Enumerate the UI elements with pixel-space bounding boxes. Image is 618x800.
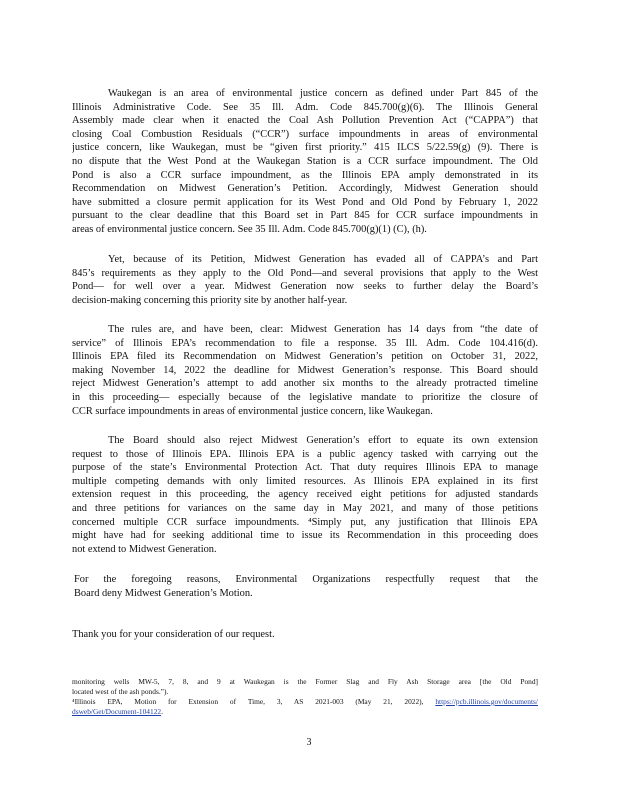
text-line: have submitted a closure permit application for its West Pond and Old Pond by February 1, 2022 xyxy=(72,196,538,208)
text-line: Illinois EPA filed its Recommendation on Midwest Generation’s petition on October 31, 2022, xyxy=(72,351,538,363)
text-line: no dispute that the West Pond at the Waukegan Station is a CCR surface impoundment. The Old xyxy=(72,155,538,167)
text-line: multiple competing demands with only limited resources. As Illinois EPA explained in its first xyxy=(72,475,538,487)
text-line: Recommendation on Midwest Generation’s Petition. Accordingly, Midwest Generation should xyxy=(72,183,538,195)
paragraph-3 xyxy=(72,323,538,418)
text-line: might have had for seeking additional time to issue its Recommendation in this proceeding does xyxy=(72,530,538,542)
text-line: CCR surface impoundments in areas of environmental justice concern, like Waukegan. xyxy=(72,405,433,417)
text-line: 845’s requirements as they apply to the Old Pond—and several provisions that apply to the West xyxy=(72,267,538,279)
text-line: decision-making concerning this priority site by another half-year. xyxy=(72,294,348,306)
footnote-4-link-cont[interactable]: dsweb/Get/Document-104122 xyxy=(72,707,162,716)
text-line: reject Midwest Generation’s attempt to add another six months to the already protracted timeline xyxy=(72,378,538,390)
text-line: extension request in this proceeding, the agency received eight petitions for adjusted standards xyxy=(72,489,538,501)
text-line: closing Coal Combustion Residuals (“CCR”) surface impoundments in areas of environmental xyxy=(72,128,538,140)
footnote-4-line xyxy=(72,697,538,707)
text-line: not extend to Midwest Generation. xyxy=(72,543,217,555)
text-line: Illinois Administrative Code. See 35 Ill. Adm. Code 845.700(g)(6). The Illinois General xyxy=(72,101,538,113)
footnote-4-line-2 xyxy=(72,707,538,717)
text-line: and three petitions for variances on the same day in May 2021, and many of those petitions xyxy=(72,502,538,514)
footnote-line: located west of the ash ponds.”). xyxy=(72,687,169,696)
text-line: For the foregoing reasons, Environmental Organizations respectfully request that the xyxy=(74,574,538,585)
paragraph-1 xyxy=(72,87,538,237)
text-line: Pond is also a CCR surface impoundment, as the Illinois EPA amply demonstrated in its xyxy=(72,169,538,181)
text-line: Yet, because of its Petition, Midwest Generation has evaded all of CAPPA’s and Part xyxy=(108,254,538,265)
text-line: The rules are, and have been, clear: Midwest Generation has 14 days from “the date of xyxy=(108,324,538,335)
footnotes xyxy=(72,677,538,717)
text-line: in this proceeding— especially because of the legislative mandate to prioritize the closure of xyxy=(72,391,538,403)
footnote-4-link[interactable]: https://pcb.illinois.gov/documents/ xyxy=(435,697,538,706)
text-line: The Board should also reject Midwest Generation’s effort to equate its own extension xyxy=(108,435,538,446)
text-line: Waukegan is an area of environmental justice concern as defined under Part 845 of the xyxy=(108,88,538,99)
paragraph-5 xyxy=(72,573,538,600)
footnote-4-tail: . xyxy=(161,707,163,716)
closing-line xyxy=(72,628,538,642)
text-line: Thank you for your consideration of our request. xyxy=(72,629,275,640)
text-line: pursuant to the clear deadline that this Board set in Part 845 for CCR surface impoundments in xyxy=(72,210,538,222)
footnote-line: monitoring wells MW-5, 7, 8, and 9 at Waukegan is the Former Slag and Fly Ash Storage area [the Old Pond] xyxy=(72,677,538,686)
page-number: 3 xyxy=(306,737,312,748)
text-line: request to those of Illinois EPA. Illinois EPA is a public agency tasked with carrying out the xyxy=(72,448,538,460)
text-line: Board deny Midwest Generation’s Motion. xyxy=(74,587,253,599)
text-line: concerned multiple CCR surface impoundments. ⁴Simply put, any justification that Illinois EPA xyxy=(72,516,538,528)
text-line: areas of environmental justice concern. See 35 Ill. Adm. Code 845.700(g)(1) (C), (h). xyxy=(72,223,427,235)
text-line: purpose of the state’s Environmental Protection Act. That duty requires Illinois EPA to manage xyxy=(72,462,538,474)
text-line: Pond— for well over a year. Midwest Generation now seeks to further delay the Board’s xyxy=(72,281,538,293)
paragraph-2 xyxy=(72,253,538,307)
text-line: service” of Illinois EPA’s recommendation to file a response. 35 Ill. Adm. Code 104.416(d). xyxy=(72,337,538,349)
text-line: justice concern, like Waukegan, must be “given first priority.” 415 ILCS 5/22.59(g) (9). There is xyxy=(72,142,538,154)
paragraph-4 xyxy=(72,434,538,556)
text-line: making November 14, 2022 the deadline for Midwest Generation’s response. This Board should xyxy=(72,364,538,376)
footnote-4-text: ⁴Illinois EPA, Motion for Extension of Time, 3, AS 2021-003 (May 21, 2022), xyxy=(72,697,424,706)
text-line: Assembly made clear when it enacted the Coal Ash Pollution Prevention Act (“CAPPA”) that xyxy=(72,115,538,127)
